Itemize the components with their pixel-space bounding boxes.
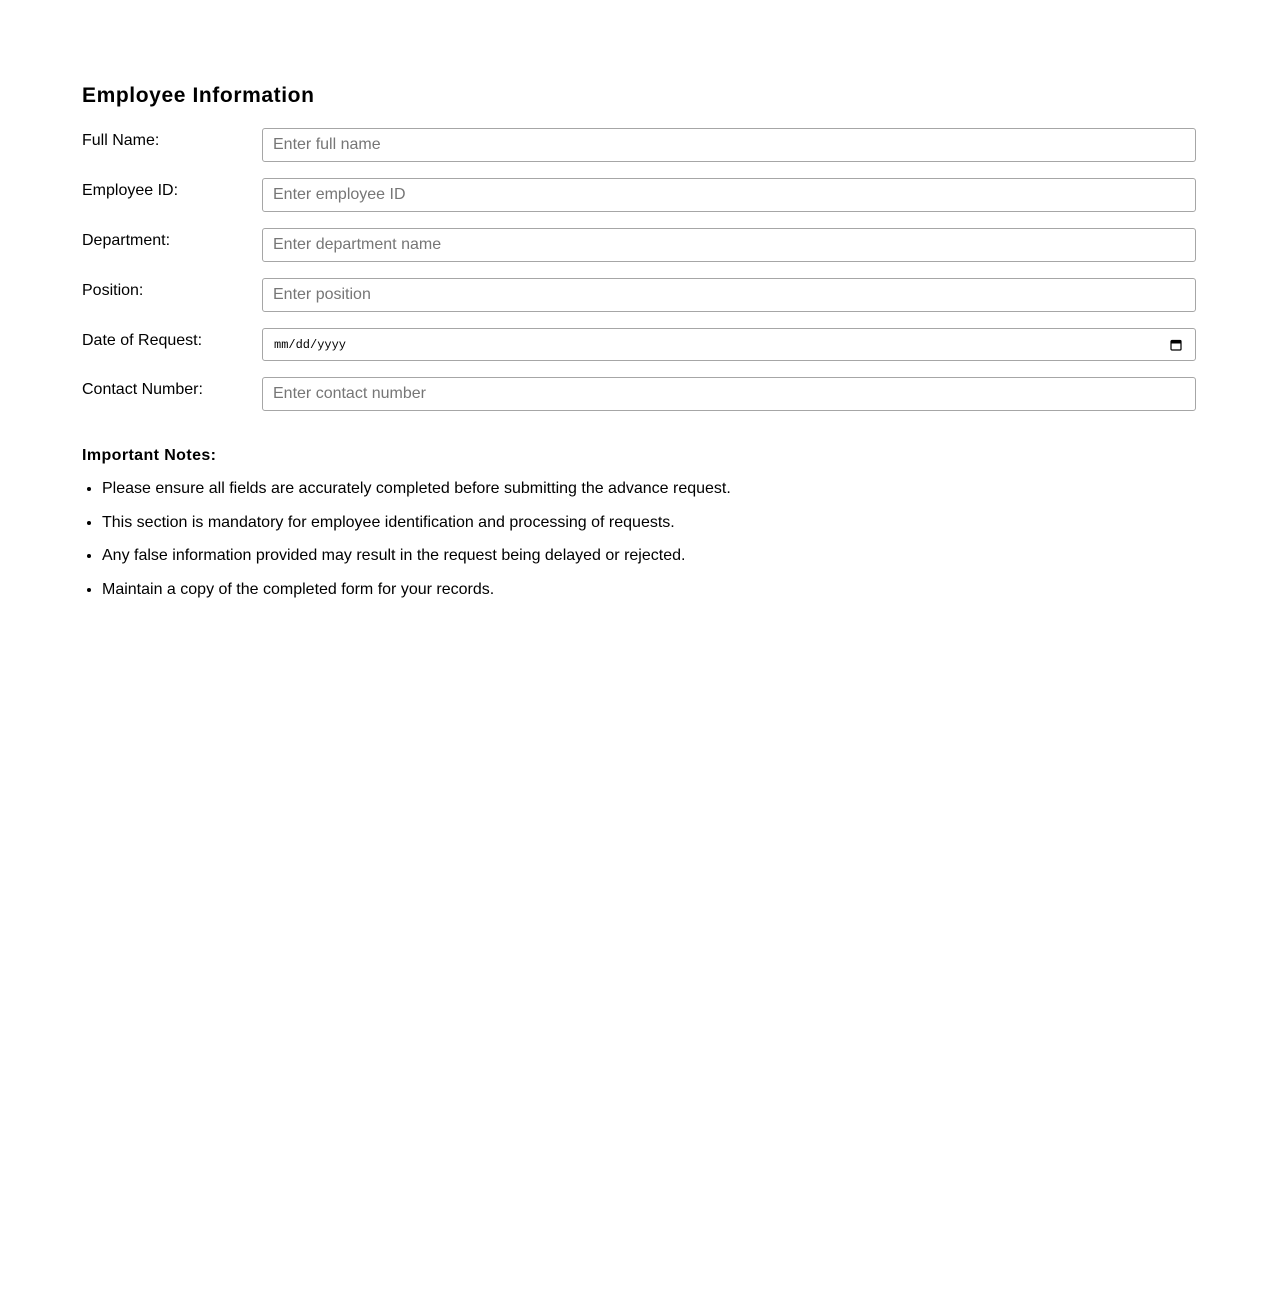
section-title: Employee Information (82, 84, 315, 107)
contact-number-label: Contact Number: (82, 381, 203, 398)
date-of-request-row (82, 328, 1196, 362)
department-label: Department: (82, 232, 171, 249)
position-input[interactable] (262, 278, 1196, 312)
position-row (82, 278, 1196, 312)
date-of-request-label: Date of Request: (82, 332, 203, 349)
employee-id-row (82, 178, 1196, 212)
department-input[interactable] (262, 228, 1196, 262)
department-row (82, 228, 1196, 262)
position-label: Position: (82, 282, 144, 299)
contact-number-input[interactable] (262, 377, 1196, 411)
calendar-icon[interactable] (1170, 339, 1182, 351)
notes-list (82, 479, 1196, 613)
date-format-placeholder: mm/dd/yyyy (274, 338, 347, 352)
full-name-label: Full Name: (82, 132, 160, 149)
note-item: • Please ensure all fields are accurately completed before submitting the advance request. (102, 479, 1196, 499)
contact-number-row (82, 377, 1196, 411)
notes-title: Important Notes: (82, 447, 217, 464)
note-item: • Maintain a copy of the completed form for your records. (102, 580, 1196, 600)
employee-id-label: Employee ID: (82, 182, 179, 199)
employee-id-input[interactable] (262, 178, 1196, 212)
full-name-row (82, 128, 1196, 162)
date-of-request-input[interactable] (262, 328, 1196, 361)
note-item: • This section is mandatory for employee identification and processing of requests. (102, 513, 1196, 533)
note-item: • Any false information provided may result in the request being delayed or rejected. (102, 546, 1196, 566)
full-name-input[interactable] (262, 128, 1196, 162)
